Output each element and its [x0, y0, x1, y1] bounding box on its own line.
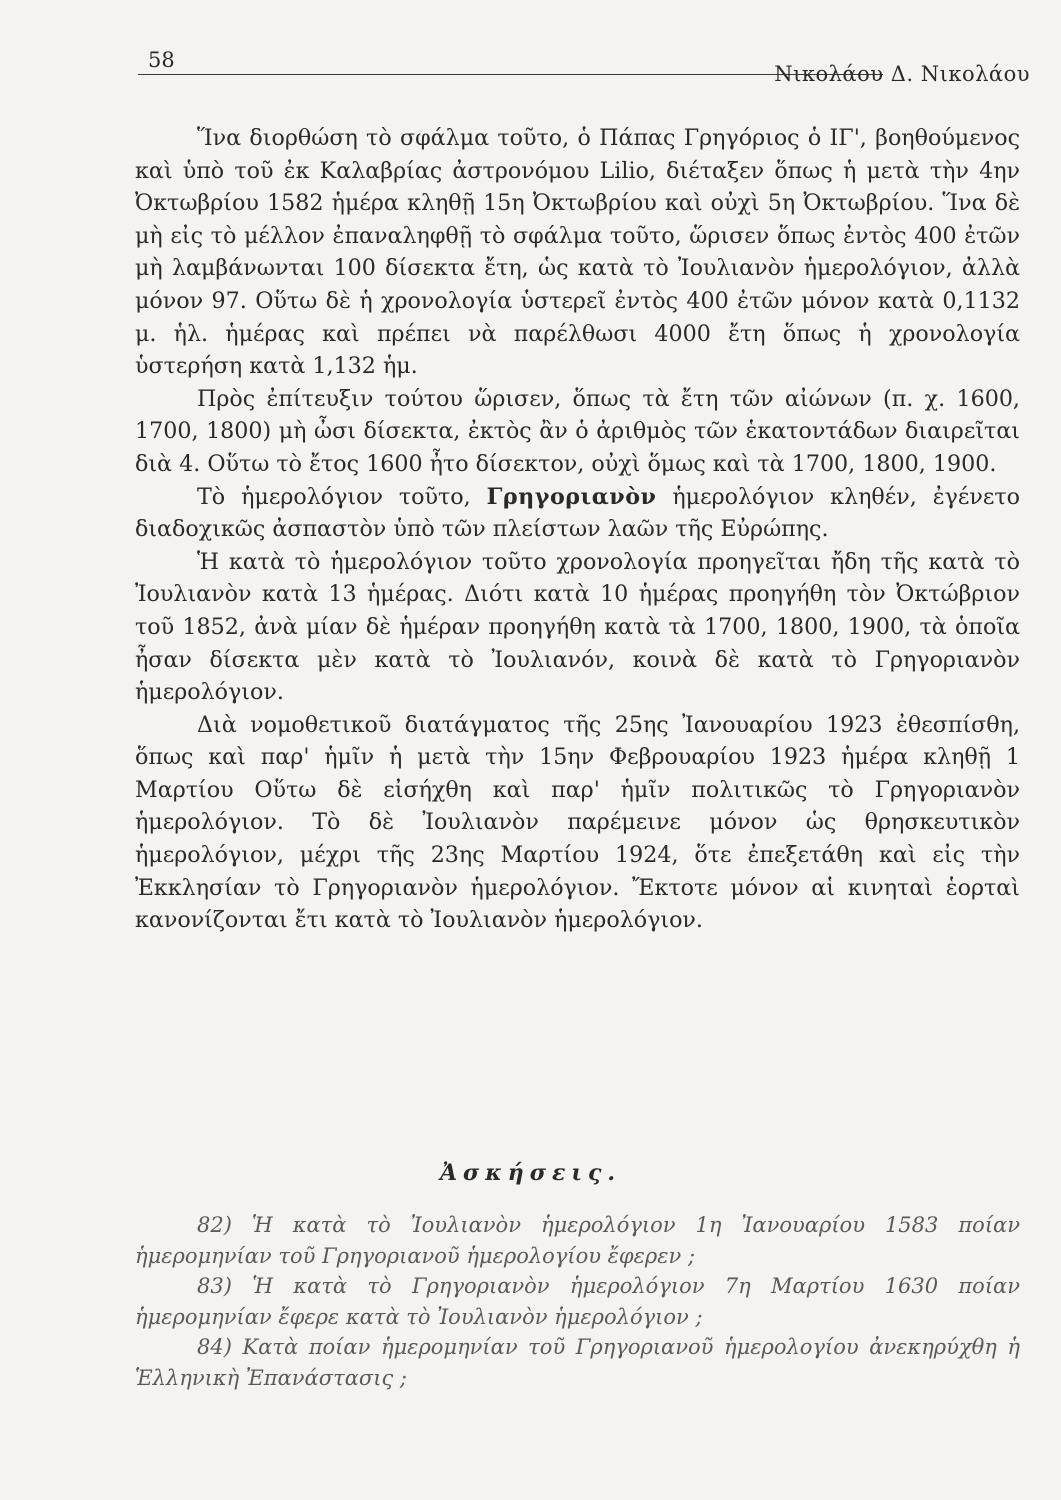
paragraph-text: ἡμερολόγιον κληθέν, ἐγένετο διαδοχικῶς ἀσπαστὸν ὑπὸ τῶν πλείστων λαῶν τῆς Εὐρώπης. — [135, 483, 1020, 543]
exercise-item: 84) Κατὰ ποίαν ἡμερομηνίαν τοῦ Γρηγοριανοῦ ἡμερολογίου ἀνεκηρύχθη ἡ Ἑλληνικὴ Ἐπανάστασις ; — [135, 1335, 1020, 1390]
running-head: Νικολάου Δ. Νικολάου — [774, 62, 1030, 86]
paragraph: Πρὸς ἐπίτευξιν τούτου ὥρισεν, ὅπως τὰ ἔτη τῶν αἰώνων (π. χ. 1600, 1700, 1800) μὴ ὦσι δίσεκτα, ἐκτὸς ἂν ὁ ἀριθμὸς τῶν ἑκατοντάδων διαιρεῖται διὰ 4. Οὕτω τὸ ἔτος 1600 ἦτο δίσεκτον, οὐχὶ ὅμως καὶ τὰ 1700, 1800, 1900. — [135, 385, 1020, 477]
page-number: 58 — [148, 48, 175, 72]
exercise-item: 82) Ἡ κατὰ τὸ Ἰουλιανὸν ἡμερολόγιον 1η Ἰανουαρίου 1583 ποίαν ἡμερομηνίαν τοῦ Γρηγοριανοῦ ἡμερολογίου ἔφερεν ; — [135, 1213, 1020, 1268]
section-title: Ἀσκήσεις. — [439, 1160, 622, 1186]
exercise-item: 83) Ἡ κατὰ τὸ Γρηγοριανὸν ἡμερολόγιον 7η Μαρτίου 1630 ποίαν ἡμερομηνίαν ἔφερε κατὰ τὸ Ἰουλιανὸν ἡμερολόγιον ; — [135, 1274, 1020, 1329]
main-text — [135, 122, 1020, 937]
paragraph: Ἵνα διορθώση τὸ σφάλμα τοῦτο, ὁ Πάπας Γρηγόριος ὁ ΙΓ', βοηθούμενος καὶ ὑπὸ τοῦ ἐκ Καλαβρίας ἀστρονόμου Lilio, διέταξεν ὅπως ἡ μετὰ τὴν 4ην Ὀκτωβρίου 1582 ἡμέρα κληθῇ 15η Ὀκτωβρίου καὶ οὐχὶ 5η Ὀκτωβρίου. Ἵνα δὲ μὴ εἰς τὸ μέλλον ἐπαναληφθῇ τὸ σφάλμα τοῦτο, ὥρισεν ὅπως ἐντὸς 400 ἐτῶν μὴ λαμβάνωνται 100 δίσεκτα ἔτη, ὡς κατὰ τὸ Ἰουλιανὸν ἡμερολόγιον, ἀλλὰ μόνον 97. Οὕτω δὲ ἡ χρονολογία ὑστερεῖ ἐντὸς 400 ἐτῶν μόνον κατὰ 0,1132 μ. ἡλ. ἡμέρας καὶ πρέπει νὰ παρέλθωσι 4000 ἔτη ὅπως ἡ χρονολογία ὑστερήση κατὰ 1,132 ἡμ. — [135, 125, 1020, 380]
paragraph: Ἡ κατὰ τὸ ἡμερολόγιον τοῦτο χρονολογία προηγεῖται ἤδη τῆς κατὰ τὸ Ἰουλιανὸν κατὰ 13 ἡμέρας. Διότι κατὰ 10 ἡμέρας προηγήθη τὸν Ὀκτώβριον τοῦ 1852, ἀνὰ μίαν δὲ ἡμέραν προηγήθη κατὰ τὰ 1700, 1800, 1900, τὰ ὁποῖα ἦσαν δίσεκτα μὲν κατὰ τὸ Ἰουλιανόν, κοινὰ δὲ κατὰ τὸ Γρηγοριανὸν ἡμερολόγιον. — [135, 548, 1020, 706]
header-rule — [138, 74, 883, 75]
paragraph: Διὰ νομοθετικοῦ διατάγματος τῆς 25ης Ἰανουαρίου 1923 ἐθεσπίσθη, ὅπως καὶ παρ' ἡμῖν ἡ μετὰ τὴν 15ην Φεβρουαρίου 1923 ἡμέρα κληθῇ 1 Μαρτίου Οὕτω δὲ εἰσήχθη καὶ παρ' ἡμῖν πολιτικῶς τὸ Γρηγοριανὸν ἡμερολόγιον. Τὸ δὲ Ἰουλιανὸν παρέμεινε μόνον ὡς θρησκευτικὸν ἡμερολόγιον, μέχρι τῆς 23ης Μαρτίου 1924, ὅτε ἐπεξετάθη καὶ εἰς τὴν Ἐκκλησίαν τὸ Γρηγοριανὸν ἡμερολόγιον. Ἔκτοτε μόνον αἱ κινηταὶ ἑορταὶ κανονίζονται ἔτι κατὰ τὸ Ἰουλιανὸν ἡμερολόγιον. — [135, 711, 1020, 934]
exercise-list — [135, 1210, 1020, 1393]
paragraph-text: Τὸ ἡμερολόγιον τοῦτο, — [197, 483, 487, 510]
paragraph — [135, 481, 1020, 546]
page-header — [138, 44, 1030, 94]
emphasized-term: Γρηγοριανὸν — [486, 483, 657, 510]
